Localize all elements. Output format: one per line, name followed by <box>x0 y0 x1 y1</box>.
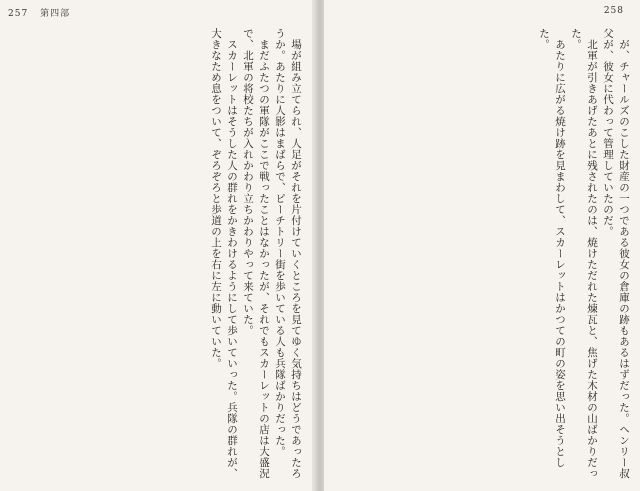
left-running-head <box>8 6 70 19</box>
left-paragraph-1: 場が組み立てられ、人足がそれを片付けていくところを見てゆく気持ちはどうであったろうか。あたりに人影はまばらで、ピーチトリー街を歩いている人も兵隊ばかりだった。 <box>274 28 302 479</box>
right-paragraph-3: あたりに広がる焼け跡を見まわして、スカーレットはかつての町の姿を思い出そうとした。 <box>538 28 566 468</box>
right-paragraph-1: が、チャールズのこした財産の一つである彼女の倉庫の跡もあるはずだった。ヘンリー叔父が、彼女に代わって管理していたのだ。 <box>602 28 630 479</box>
right-page-number: 258 <box>603 6 624 16</box>
right-running-head <box>604 6 632 16</box>
left-paragraph-3: スカーレットはそうした人の群れをかきわけるようにして歩いていった。兵隊の群れが、大きなため息をついて、ぞろぞろと歩道の上を右に左に動いていた。 <box>210 28 238 479</box>
right-page <box>324 0 640 491</box>
right-paragraph-2: 北軍が引きあげたあとに残されたのは、焼けただれた煉瓦と、焦げた木材の山ばかりだった。 <box>570 28 598 479</box>
left-page <box>0 0 316 491</box>
left-page-number: 257 <box>8 9 29 19</box>
left-paragraph-2: まだふたつの軍隊がここで戦ったことはなかったが、それでもスカーレットの店は大盛況で、北軍の将校たちが入れかわり立ちかわりやって来ていた。 <box>242 28 270 479</box>
left-part-title: 第四部 <box>40 9 71 19</box>
